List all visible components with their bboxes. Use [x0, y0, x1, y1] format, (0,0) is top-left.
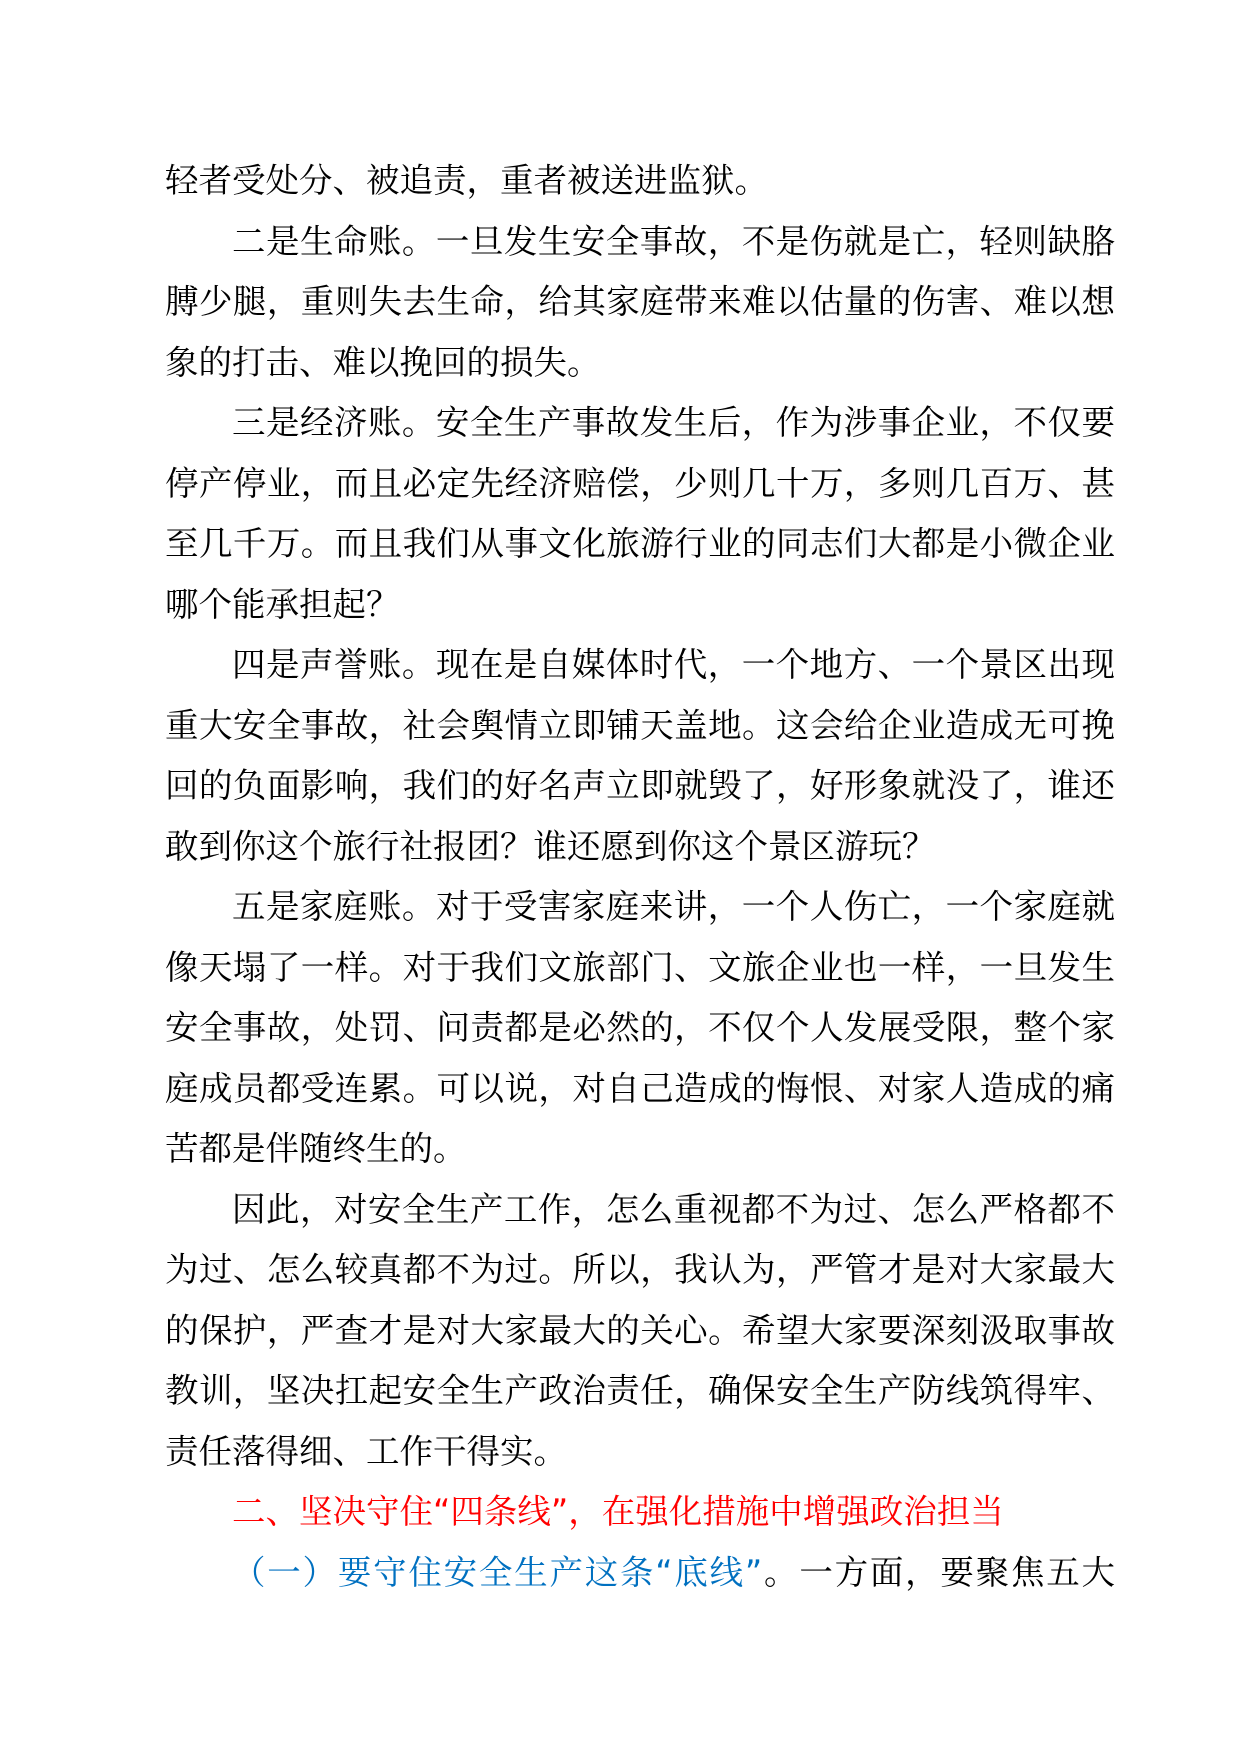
paragraph-line: 教训，坚决扛起安全生产政治责任，确保安全生产防线筑得牢、 — [165, 1371, 1115, 1410]
paragraph-line: 象的打击、难以挽回的损失。 — [165, 342, 601, 382]
paragraph — [165, 635, 1115, 877]
paragraph — [165, 393, 1115, 635]
paragraph-line: 至几千万。而且我们从事文化旅游行业的同志们大都是小微企业 — [165, 524, 1115, 563]
paragraph — [165, 1180, 1115, 1483]
paragraph-line: 轻者受处分、被追责，重者被送进监狱。 — [165, 161, 768, 200]
document-body — [165, 151, 1115, 1603]
subsection-line — [165, 1543, 1115, 1604]
paragraph-line: 庭成员都受连累。可以说，对自己造成的悔恨、对家人造成的痛 — [165, 1068, 1115, 1108]
paragraph-line: 为过、怎么较真都不为过。所以，我认为，严管才是对大家最大 — [165, 1250, 1115, 1289]
paragraph — [165, 212, 1115, 394]
paragraph-line: 重大安全事故，社会舆情立即铺天盖地。这会给企业造成无可挽 — [165, 705, 1115, 745]
paragraph-line: 苦都是伴随终生的。 — [165, 1129, 467, 1168]
subsection-body: 。一方面，要聚焦五大 — [762, 1552, 1115, 1592]
paragraph-line: 五是家庭账。对于受害家庭来讲，一个人伤亡，一个家庭就 — [232, 887, 1115, 926]
paragraph-line: 责任落得细、工作干得实。 — [165, 1431, 567, 1471]
paragraph — [165, 877, 1115, 1180]
section-heading: 二、坚决守住“四条线”，在强化措施中增强政治担当 — [232, 1492, 1004, 1531]
paragraph-line: 的保护，严查才是对大家最大的关心。希望大家要深刻汲取事故 — [165, 1310, 1115, 1350]
paragraph-line: 三是经济账。安全生产事故发生后，作为涉事企业，不仅要 — [232, 403, 1115, 442]
paragraph-line: 膊少腿，重则失去生命，给其家庭带来难以估量的伤害、难以想 — [165, 282, 1115, 321]
subsection-heading: （一）要守住安全生产这条“底线” — [232, 1552, 763, 1592]
paragraph-line: 停产停业，而且必定先经济赔偿，少则几十万，多则几百万、甚 — [165, 463, 1115, 503]
paragraph-line: 因此，对安全生产工作，怎么重视都不为过、怎么严格都不 — [232, 1189, 1115, 1229]
paragraph-line: 哪个能承担起？ — [165, 584, 400, 624]
paragraph-line: 敢到你这个旅行社报团？谁还愿到你这个景区游玩？ — [165, 826, 936, 866]
paragraph-line: 回的负面影响，我们的好名声立即就毁了，好形象就没了，谁还 — [165, 766, 1115, 805]
paragraph-line: 四是声誉账。现在是自媒体时代，一个地方、一个景区出现 — [232, 645, 1115, 684]
paragraph-line: 二是生命账。一旦发生安全事故，不是伤就是亡，轻则缺胳 — [232, 221, 1115, 261]
paragraph-line: 安全事故，处罚、问责都是必然的，不仅个人发展受限，整个家 — [165, 1008, 1115, 1047]
paragraph — [165, 151, 1115, 212]
paragraph-line: 像天塌了一样。对于我们文旅部门、文旅企业也一样，一旦发生 — [165, 947, 1115, 987]
